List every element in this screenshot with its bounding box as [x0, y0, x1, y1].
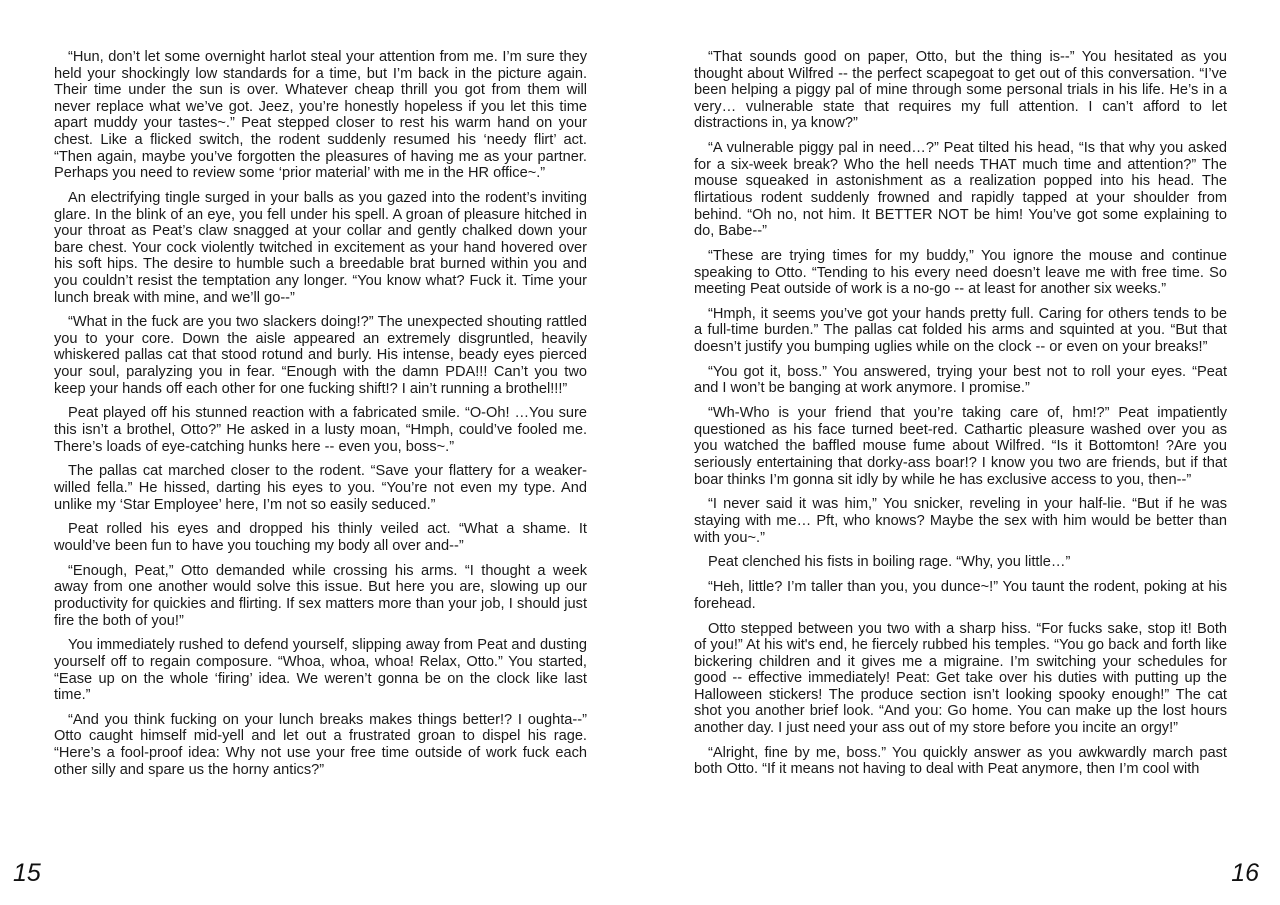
paragraph: “Enough, Peat,” Otto demanded while crossing his arms. “I thought a week away from one another would solve this issue. But here you are, slowing up our productivity for quickies and flirting. If sex matters more than your job, I should just fire the both of you!” — [54, 562, 587, 629]
paragraph: “Wh-Who is your friend that you’re taking care of, hm!?” Peat impatiently questioned as his face turned beet-red. Cathartic pleasure washed over you as you watched the baffled mouse fume about Wilfred. “Is it Bottomton! ?Are you seriously entertaining that dorky-ass boar!? I know you two are friends, but if that boar thinks I’m gonna sit idly by while he has exclusive access to you, then--” — [694, 405, 1227, 488]
paragraph: “You got it, boss.” You answered, trying your best not to roll your eyes. “Peat and I won’t be banging at work anymore. I promise.” — [694, 363, 1227, 397]
paragraph: “A vulnerable piggy pal in need…?” Peat tilted his head, “Is that why you asked for a six-week break? Who the hell needs THAT much time and attention?” The mouse squeaked in astonishment as a realization popped into his head. The flirtatious rodent suddenly frowned and rapidly tapped at your shoulder from behind. “Oh no, not him. It BETTER NOT be him! You’ve got some explaining to do, Babe--” — [694, 140, 1227, 240]
paragraph: “Alright, fine by me, boss.” You quickly answer as you awkwardly march past both Otto. “If it means not having to deal with Peat anymore, then I’m cool with — [694, 744, 1227, 778]
paragraph: An electrifying tingle surged in your balls as you gazed into the rodent’s inviting glare. In the blink of an eye, you fell under his spell. A groan of pleasure hitched in your throat as Peat’s claw snagged at your collar and gently chalked down your bare chest. Your cock violently twitched in excitement as your hand hovered over his soft hips. The desire to humble such a breedable brat burned within you and you couldn’t resist the temptation any longer. “You know what? Fuck it. Time your lunch break with mine, and we’ll go--” — [54, 189, 587, 306]
paragraph: Peat played off his stunned reaction with a fabricated smile. “O-Oh! …You sure this isn’t a brothel, Otto?” He asked in a lusty moan, “Hmph, could’ve fooled me. There’s loads of eye-catching hunks here -- even you, boss~.” — [54, 405, 587, 455]
right-page-text-column — [694, 49, 1227, 786]
paragraph: “Hun, don’t let some overnight harlot steal your attention from me. I’m sure they held your shockingly low standards for a time, but I’m back in the picture again. Their time under the sun is over. Whatever cheap thrill you got from them will never replace what we’ve got. Jeez, you’re honestly hopeless if you let this time apart muddy your tastes~.” Peat stepped closer to rest his warm hand on your chest. Like a flicked switch, the rodent suddenly resumed his ‘needy flirt’ act. “Then again, maybe you’ve forgotten the pleasures of having me as your partner. Perhaps you need to review some ‘prior material’ with me in the HR office~.” — [54, 49, 587, 182]
paragraph: Otto stepped between you two with a sharp hiss. “For fucks sake, stop it! Both of you!” At his wit's end, he fiercely rubbed his temples. “You go back and forth like bickering children and it gives me a migraine. I’m switching your schedules for good -- effective immediately! Peat: Get take over his duties with putting up the Halloween stickers! The produce section isn’t looking spooky enough!” The cat shot you another brief look. “And you: Go home. You can make up the lost hours another day. I just need your ass out of my store before you incite an orgy!” — [694, 620, 1227, 737]
page-number-right: 16 — [1231, 859, 1259, 887]
paragraph: “These are trying times for my buddy,” You ignore the mouse and continue speaking to Otto. “Tending to his every need doesn’t leave me with free time. So meeting Peat outside of work is a no-go -- at least for another six weeks.” — [694, 247, 1227, 298]
paragraph: “And you think fucking on your lunch breaks makes things better!? I oughta--” Otto caught himself mid-yell and let out a frustrated groan to dispel his rage. “Here’s a fool-proof idea: Why not use your free time outside of work fuck each other silly and spare us the horny antics?” — [54, 711, 587, 778]
right-page — [640, 0, 1280, 905]
page-number-left: 15 — [13, 859, 41, 887]
left-page-text-column — [54, 49, 587, 786]
paragraph: The pallas cat marched closer to the rodent. “Save your flattery for a weaker-willed fella.” He hissed, darting his eyes to you. “You’re not even my type. And unlike my ‘Star Employee’ here, I’m not so easily seduced.” — [54, 463, 587, 513]
paragraph: Peat clenched his fists in boiling rage. “Why, you little…” — [708, 554, 1071, 571]
paragraph: “That sounds good on paper, Otto, but the thing is--” You hesitated as you thought about Wilfred -- the perfect scapegoat to get out of this conversation. “I’ve been helping a piggy pal of mine through some personal trials in his life. He’s in a very… vulnerable state that requires my full attention. I can’t afford to let distractions in, ya know?” — [694, 49, 1227, 132]
paragraph: “Hmph, it seems you’ve got your hands pretty full. Caring for others tends to be a full-time burden.” The pallas cat folded his arms and squinted at you. “But that doesn’t justify you bumping uglies while on the clock -- or even on your breaks!” — [694, 305, 1227, 356]
paragraph: “Heh, little? I’m taller than you, you dunce~!” You taunt the rodent, poking at his forehead. — [694, 579, 1227, 612]
paragraph: You immediately rushed to defend yourself, slipping away from Peat and dusting yourself off to regain composure. “Whoa, whoa, whoa! Relax, Otto.” You started, “Ease up on the whole ‘firing’ idea. We weren’t gonna be on the clock like last time.” — [54, 637, 587, 704]
paragraph: Peat rolled his eyes and dropped his thinly veiled act. “What a shame. It would’ve been fun to have you touching my body all over and--” — [54, 521, 587, 554]
paragraph: “I never said it was him,” You snicker, reveling in your half-lie. “But if he was staying with me… Pft, who knows? Maybe the sex with him would be better than with you~.” — [694, 496, 1227, 546]
paragraph: “What in the fuck are you two slackers doing!?” The unexpected shouting rattled you to your core. Down the aisle appeared an extremely disgruntled, heavily whiskered pallas cat that stood rotund and burly. His intense, beady eyes pierced your soul, paralyzing you in fear. “Enough with the damn PDA!!! Can’t you two keep your hands off each other for one fucking shift!? I ain’t running a brothel!!!” — [54, 314, 587, 397]
